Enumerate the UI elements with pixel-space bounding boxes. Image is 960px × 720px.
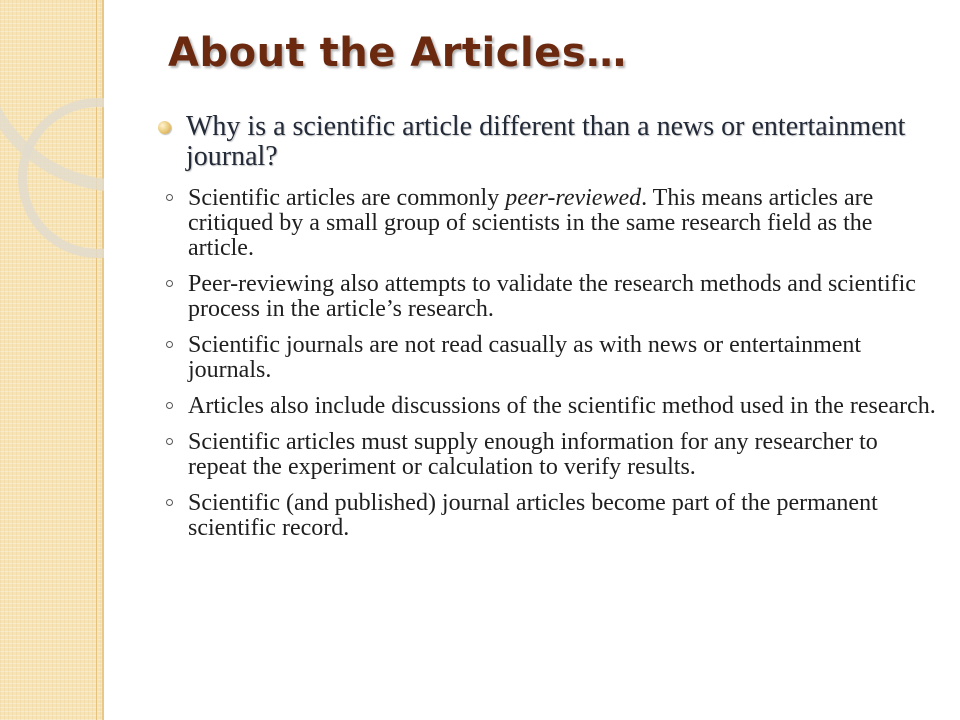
hollow-circle-bullet-icon: [166, 438, 173, 445]
hollow-circle-bullet-icon: [166, 402, 173, 409]
sub-bullet-text: Scientific journals are not read casually as with news or entertainment journals.: [188, 332, 862, 383]
sub-bullet-item: [158, 430, 938, 480]
sub-bullet-item: [158, 491, 938, 541]
hollow-circle-bullet-icon: [166, 341, 173, 348]
gold-bullet-dot-icon: [158, 121, 171, 134]
sub-bullet-text: Peer-reviewing also attempts to validate the research methods and scientific process in the article’s research.: [188, 271, 916, 322]
hollow-circle-bullet-icon: [166, 499, 173, 506]
main-bullet-text: Why is a scientific article different than a news or entertainment journal?: [186, 111, 906, 172]
main-bullet: [158, 112, 938, 172]
sub-bullet-text: Scientific articles are commonly peer-reviewed. This means articles are critiqued by a small group of scientists in the same research field as the article.: [188, 185, 874, 261]
sub-bullet-item: [158, 394, 938, 419]
sub-bullet-text: Articles also include discussions of the scientific method used in the research.: [188, 393, 936, 419]
hollow-circle-bullet-icon: [166, 280, 173, 287]
sub-bullet-item: [158, 272, 938, 322]
sub-bullet-text: Scientific (and published) journal articles become part of the permanent scientific record.: [188, 490, 878, 541]
sub-bullet-item: [158, 186, 938, 261]
slide-title: About the Articles…: [168, 30, 627, 76]
sub-bullet-item: [158, 333, 938, 383]
hollow-circle-bullet-icon: [166, 194, 173, 201]
sub-bullet-text: Scientific articles must supply enough information for any researcher to repeat the experiment or calculation to verify results.: [188, 429, 878, 480]
sub-bullet-list: [158, 186, 938, 541]
slide-body: [158, 112, 938, 552]
